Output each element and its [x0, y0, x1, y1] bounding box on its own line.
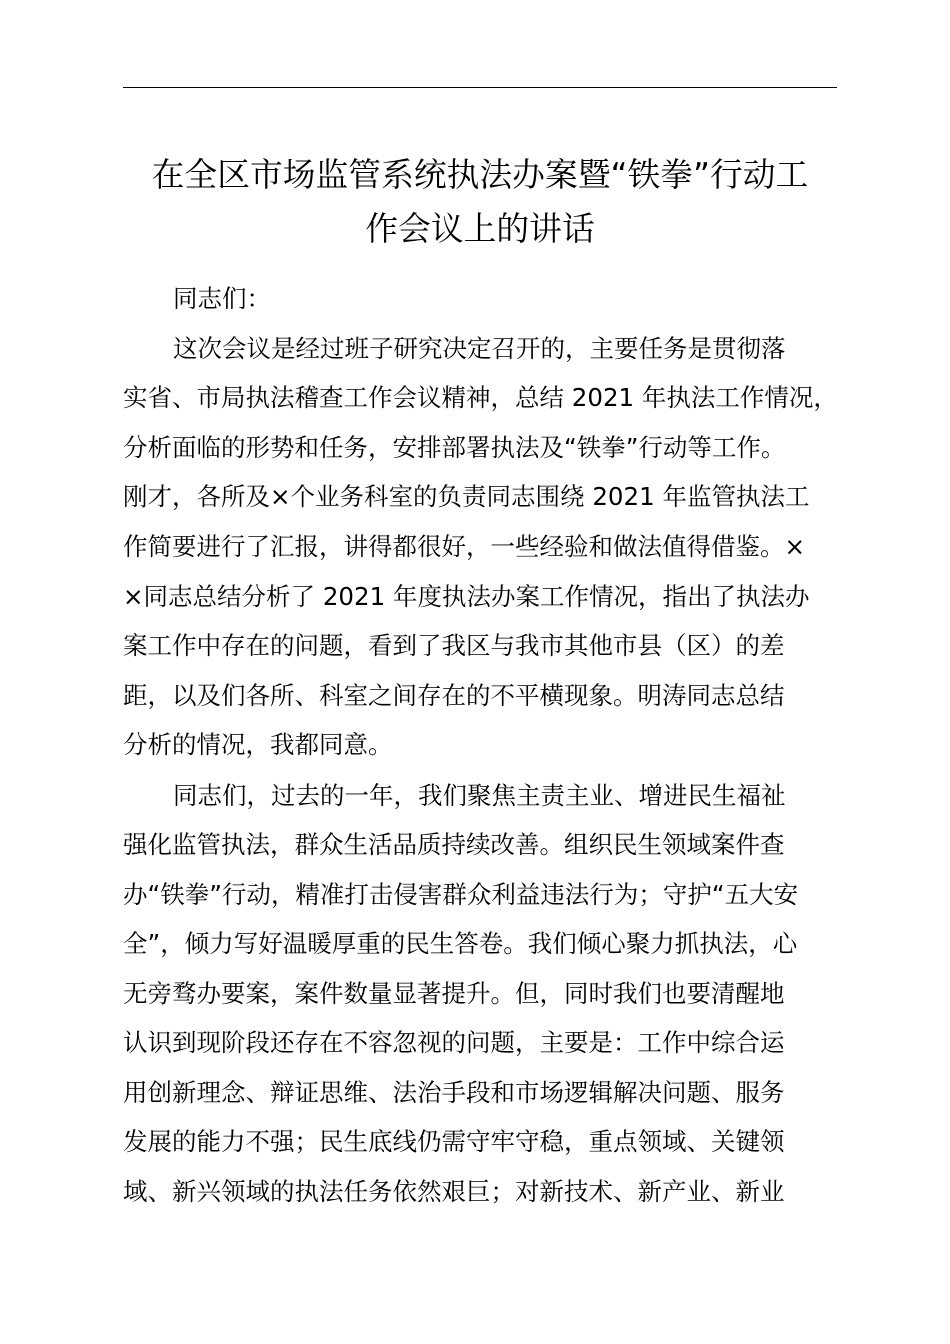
paragraph-1-line-5: 作简要进行了汇报，讲得都很好，一些经验和做法值得借鉴。× — [123, 532, 806, 561]
paragraph-1-line-1: 这次会议是经过班子研究决定召开的，主要任务是贯彻落 — [173, 334, 786, 363]
paragraph-1-line-3: 分析面临的形势和任务，安排部署执法及“铁拳”行动等工作。 — [123, 433, 786, 462]
paragraph-2-line-3: 办“铁拳”行动，精准打击侵害群众利益违法行为；守护“五大安 — [123, 880, 799, 909]
paragraph-1-line-6: ×同志总结分析了 2021 年度执法办案工作情况，指出了执法办 — [123, 582, 810, 611]
paragraph-2-line-6: 认识到现阶段还存在不容忽视的问题，主要是：工作中综合运 — [123, 1028, 785, 1057]
document-title — [115, 148, 845, 256]
paragraph-2-line-7: 用创新理念、辩证思维、法治手段和市场逻辑解决问题、服务 — [123, 1078, 785, 1107]
paragraph-2-line-4: 全”，倾力写好温暖厚重的民生答卷。我们倾心聚力抓执法，心 — [123, 929, 798, 958]
title-line-1: 在全区市场监管系统执法办案暨“铁拳”行动工 — [151, 155, 809, 194]
paragraph-2-line-2: 强化监管执法，群众生活品质持续改善。组织民生领域案件查 — [123, 830, 785, 859]
paragraph-2-line-9: 域、新兴领域的执法任务依然艰巨；对新技术、新产业、新业 — [123, 1177, 785, 1206]
salutation: 同志们： — [173, 284, 271, 313]
paragraph-2-line-8: 发展的能力不强；民生底线仍需守牢守稳，重点领域、关键领 — [123, 1127, 785, 1156]
title-line-2: 作会议上的讲话 — [365, 209, 595, 248]
header-rule — [123, 87, 837, 88]
paragraph-1-line-7: 案工作中存在的问题，看到了我区与我市其他市县（区）的差 — [123, 631, 785, 660]
paragraph-1-line-8: 距，以及们各所、科室之间存在的不平横现象。明涛同志总结 — [123, 681, 785, 710]
paragraph-1-line-4: 刚才，各所及×个业务科室的负责同志围绕 2021 年监管执法工 — [123, 482, 810, 511]
paragraph-2-line-1: 同志们，过去的一年，我们聚焦主责主业、增进民生福祉 — [173, 781, 786, 810]
paragraph-1-line-9: 分析的情况，我都同意。 — [123, 730, 393, 759]
paragraph-2-line-5: 无旁骛办要案，案件数量显著提升。但，同时我们也要清醒地 — [123, 979, 785, 1008]
paragraph-1-line-2: 实省、市局执法稽查工作会议精神，总结 2021 年执法工作情况， — [123, 383, 838, 412]
